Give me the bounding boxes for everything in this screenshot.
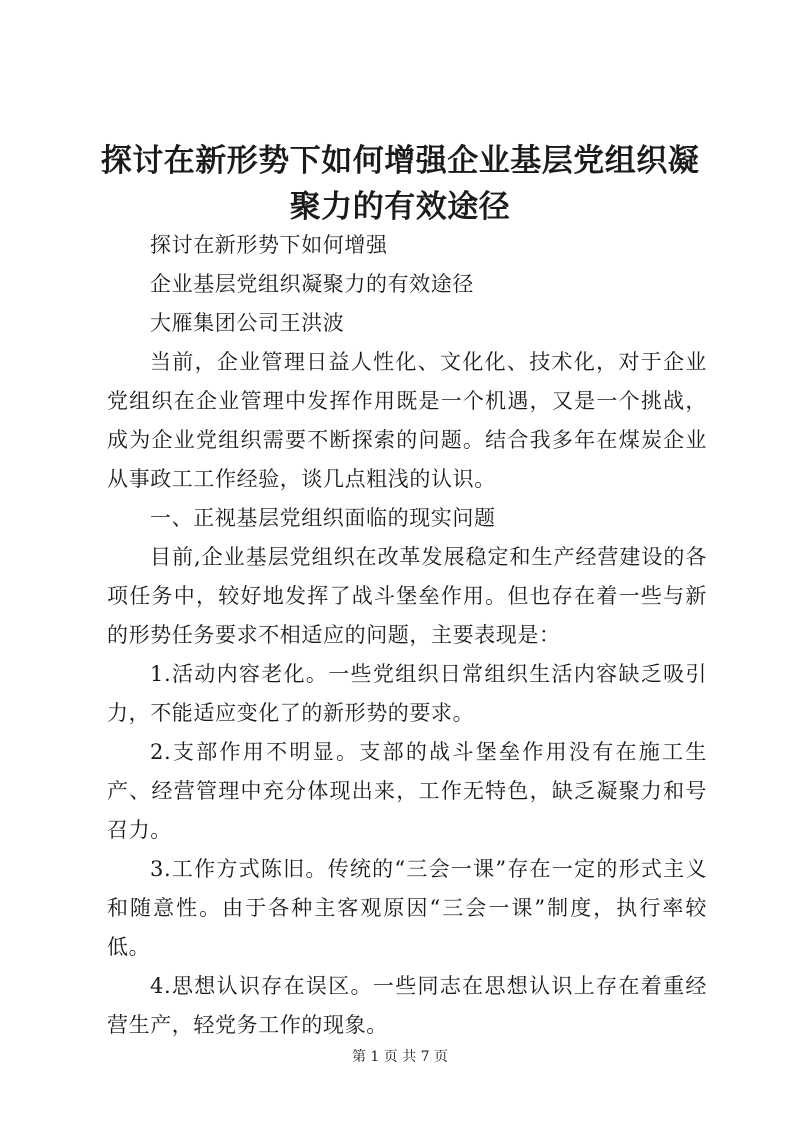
document-title: 探讨在新形势下如何增强企业基层党组织凝聚力的有效途径: [100, 143, 700, 225]
paragraph-intro: 当前，企业管理日益人性化、文化化、技术化，对于企业党组织在企业管理中发挥作用既是一个机遇，又是一个挑战，成为企业党组织需要不断探索的问题。结合我多年在煤炭企业从事政工工作经验，谈几点粗浅的认识。: [107, 350, 707, 491]
list-item-2: 2.支部作用不明显。支部的战斗堡垒作用没有在施工生产、经营管理中充分体现出来，工作无特色，缺乏凝聚力和号召力。: [107, 740, 707, 842]
paragraph-subtitle-line-2: 企业基层党组织凝聚力的有效途径: [150, 272, 474, 296]
section-heading-1: 一、正视基层党组织面临的现实问题: [150, 506, 496, 530]
list-item-4: 4.思想认识存在误区。一些同志在思想认识上存在着重经营生产，轻党务工作的现象。: [107, 974, 707, 1037]
list-item-3: 3.工作方式陈旧。传统的“三会一课”存在一定的形式主义和随意性。由于各种主客观原因“三会一课”制度，执行率较低。: [107, 857, 707, 959]
document-body: [107, 226, 707, 1045]
page-footer: 第 1 页 共 7 页: [351, 1049, 449, 1065]
paragraph-subtitle-line-1: 探讨在新形势下如何增强: [150, 233, 388, 257]
paragraph-current-status: 目前,企业基层党组织在改革发展稳定和生产经营建设的各项任务中，较好地发挥了战斗堡垒作用。但也存在着一些与新的形势任务要求不相适应的问题，主要表现是：: [107, 545, 707, 647]
list-item-1: 1.活动内容老化。一些党组织日常组织生活内容缺乏吸引力，不能适应变化了的新形势的要求。: [107, 662, 707, 725]
paragraph-author: 大雁集团公司王洪波: [150, 311, 345, 335]
